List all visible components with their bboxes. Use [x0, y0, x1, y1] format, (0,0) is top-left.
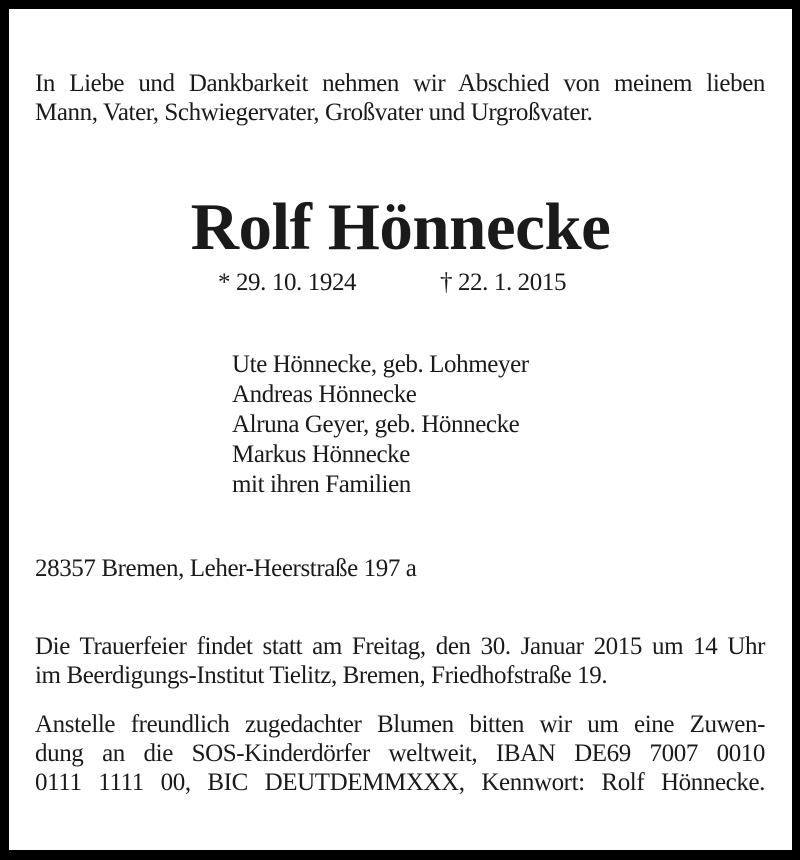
- donation-line-2: dung an die SOS-Kinderdörfer weltweit, IBAN DE69 7007 0010: [35, 740, 765, 767]
- intro-line-2: Mann, Vater, Schwiegervater, Großvater und Urgroßvater.: [35, 99, 593, 126]
- donation-line-1: Anstelle freundlich zugedachter Blumen bitten wir um eine Zuwen-: [35, 711, 765, 738]
- obituary-notice: [9, 9, 792, 850]
- family-member: Markus Hönnecke: [232, 441, 410, 468]
- family-member: Andreas Hönnecke: [232, 381, 417, 408]
- donation-line-3: 0111 1111 00, BIC DEUTDEMMXXX, Kennwort: Rolf Hönnecke.: [35, 769, 765, 796]
- intro-line-1: In Liebe und Dankbarkeit nehmen wir Abschied von meinem lieben: [35, 70, 765, 97]
- address: 28357 Bremen, Leher-Heerstraße 197 a: [35, 555, 417, 582]
- ceremony-line-1: Die Trauerfeier findet statt am Freitag, den 30. Januar 2015 um 14 Uhr: [35, 633, 765, 660]
- family-member: Ute Hönnecke, geb. Lohmeyer: [232, 351, 529, 378]
- ceremony-line-2: im Beerdigungs-Institut Tielitz, Bremen, Friedhofstraße 19.: [35, 662, 608, 689]
- deceased-name: Rolf Hönnecke: [190, 190, 611, 264]
- family-member: Alruna Geyer, geb. Hönnecke: [232, 411, 520, 438]
- family-note: mit ihren Familien: [232, 471, 411, 498]
- birth-date: * 29. 10. 1924: [218, 269, 357, 296]
- death-date: † 22. 1. 2015: [440, 269, 567, 296]
